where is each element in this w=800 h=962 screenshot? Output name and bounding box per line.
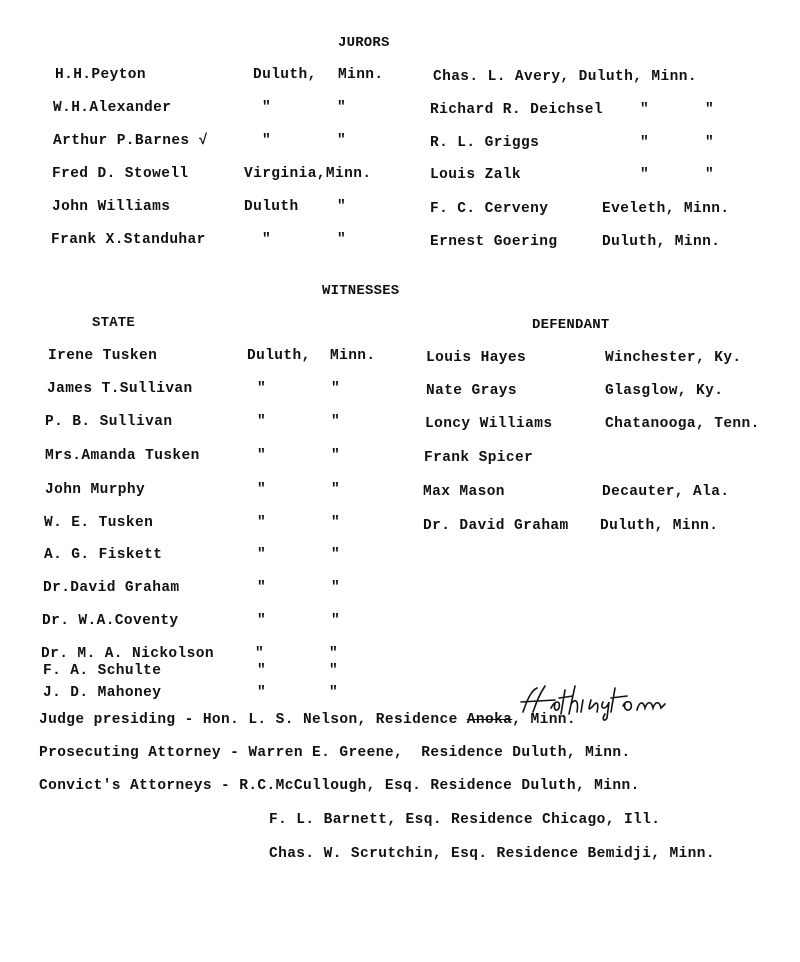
juror-state: Minn. — [338, 67, 384, 83]
witness-name: W. E. Tusken — [44, 515, 154, 531]
witness-name: Dr. W.A.Coventy — [42, 613, 179, 629]
state-heading: STATE — [92, 315, 136, 331]
witness-state: " — [331, 613, 341, 629]
juror-state: " — [705, 167, 715, 183]
juror-city: Duluth — [244, 199, 299, 215]
witness-name: Frank Spicer — [424, 450, 534, 466]
juror-name: Fred D. Stowell — [52, 166, 189, 182]
judge-prefix: Judge presiding - Hon. L. S. Nelson, Residence — [39, 712, 467, 728]
witness-state: " — [331, 381, 341, 397]
witness-residence: Duluth, Minn. — [600, 518, 719, 534]
witness-city: Duluth, — [247, 348, 311, 364]
convict-attorney-line: Convict's Attorneys - R.C.McCullough, Esq. Residence Duluth, Minn. — [39, 778, 640, 794]
witness-state: Minn. — [330, 348, 376, 364]
witness-name: Louis Hayes — [426, 350, 527, 366]
witness-residence: Winchester, Ky. — [605, 350, 742, 366]
witness-city: " — [257, 515, 267, 531]
witness-name: Loncy Williams — [425, 416, 553, 432]
juror-name: R. L. Griggs — [430, 135, 540, 151]
witness-name: Nate Grays — [426, 383, 518, 399]
juror-city: " — [262, 100, 272, 116]
juror-state: " — [337, 232, 347, 248]
witness-state: " — [329, 646, 339, 662]
witness-name: John Murphy — [45, 482, 146, 498]
witness-city: " — [257, 685, 267, 701]
witness-name: Dr. David Graham — [423, 518, 569, 534]
juror-state: " — [337, 199, 347, 215]
struck-residence: Anoka — [466, 712, 513, 728]
juror-city: " — [262, 232, 272, 248]
juror-name: H.H.Peyton — [55, 67, 147, 83]
juror-name: Richard R. Deichsel — [430, 102, 603, 118]
witness-city: " — [257, 381, 267, 397]
witness-residence: Chatanooga, Tenn. — [605, 416, 760, 432]
witness-city: " — [257, 580, 267, 596]
witness-residence: Decauter, Ala. — [602, 484, 730, 500]
juror-name: Louis Zalk — [430, 167, 522, 183]
prosecutor-line: Prosecuting Attorney - Warren E. Greene, Residence Duluth, Minn. — [39, 745, 631, 761]
judge-suffix: , Minn. — [512, 712, 577, 728]
witness-city: " — [257, 663, 267, 679]
juror-name: Chas. L. Avery, Duluth, Minn. — [433, 69, 697, 85]
witness-name: James T.Sullivan — [47, 381, 193, 397]
witness-city: " — [257, 547, 267, 563]
witness-name: Mrs.Amanda Tusken — [45, 448, 200, 464]
juror-state: " — [705, 135, 715, 151]
juror-state: " — [337, 100, 347, 116]
juror-state: " — [705, 102, 715, 118]
witness-state: " — [331, 448, 341, 464]
witness-state: " — [331, 580, 341, 596]
juror-city: Virginia,Minn. — [244, 166, 372, 182]
juror-name: John Williams — [52, 199, 171, 215]
convict-attorney-line: Chas. W. Scrutchin, Esq. Residence Bemidji, Minn. — [269, 846, 715, 862]
witness-name: J. D. Mahoney — [43, 685, 162, 701]
juror-name: W.H.Alexander — [53, 100, 172, 116]
witness-name: A. G. Fiskett — [44, 547, 163, 563]
witness-state: " — [331, 515, 341, 531]
witness-state: " — [331, 414, 341, 430]
juror-city: " — [262, 133, 272, 149]
witness-state: " — [329, 685, 339, 701]
juror-name: Arthur P.Barnes √ — [53, 133, 208, 149]
judge-line — [39, 711, 576, 729]
witness-city: " — [255, 646, 265, 662]
juror-city: " — [640, 167, 650, 183]
juror-state: " — [337, 133, 347, 149]
witness-state: " — [331, 482, 341, 498]
juror-name: Frank X.Standuhar — [51, 232, 206, 248]
witness-residence: Glasglow, Ky. — [605, 383, 724, 399]
witness-state: " — [331, 547, 341, 563]
witnesses-heading: WITNESSES — [322, 283, 400, 299]
witness-state: " — [329, 663, 339, 679]
witness-name: P. B. Sullivan — [45, 414, 173, 430]
juror-city: " — [640, 135, 650, 151]
witness-name: Dr.David Graham — [43, 580, 180, 596]
juror-city: Eveleth, Minn. — [602, 201, 730, 217]
juror-city: Duluth, — [253, 67, 317, 83]
witness-city: " — [257, 448, 267, 464]
defendant-heading: DEFENDANT — [532, 317, 610, 333]
witness-city: " — [257, 613, 267, 629]
witness-name: F. A. Schulte — [43, 663, 162, 679]
juror-name: Ernest Goering — [430, 234, 558, 250]
witness-name: Dr. M. A. Nickolson — [41, 646, 214, 662]
juror-city: " — [640, 102, 650, 118]
witness-name: Max Mason — [423, 484, 505, 500]
juror-city: Duluth, Minn. — [602, 234, 721, 250]
witness-name: Irene Tusken — [48, 348, 158, 364]
jurors-heading: JURORS — [338, 35, 390, 51]
convict-attorney-line: F. L. Barnett, Esq. Residence Chicago, Ill. — [269, 812, 661, 828]
juror-name: F. C. Cerveny — [430, 201, 549, 217]
witness-city: " — [257, 414, 267, 430]
witness-city: " — [257, 482, 267, 498]
